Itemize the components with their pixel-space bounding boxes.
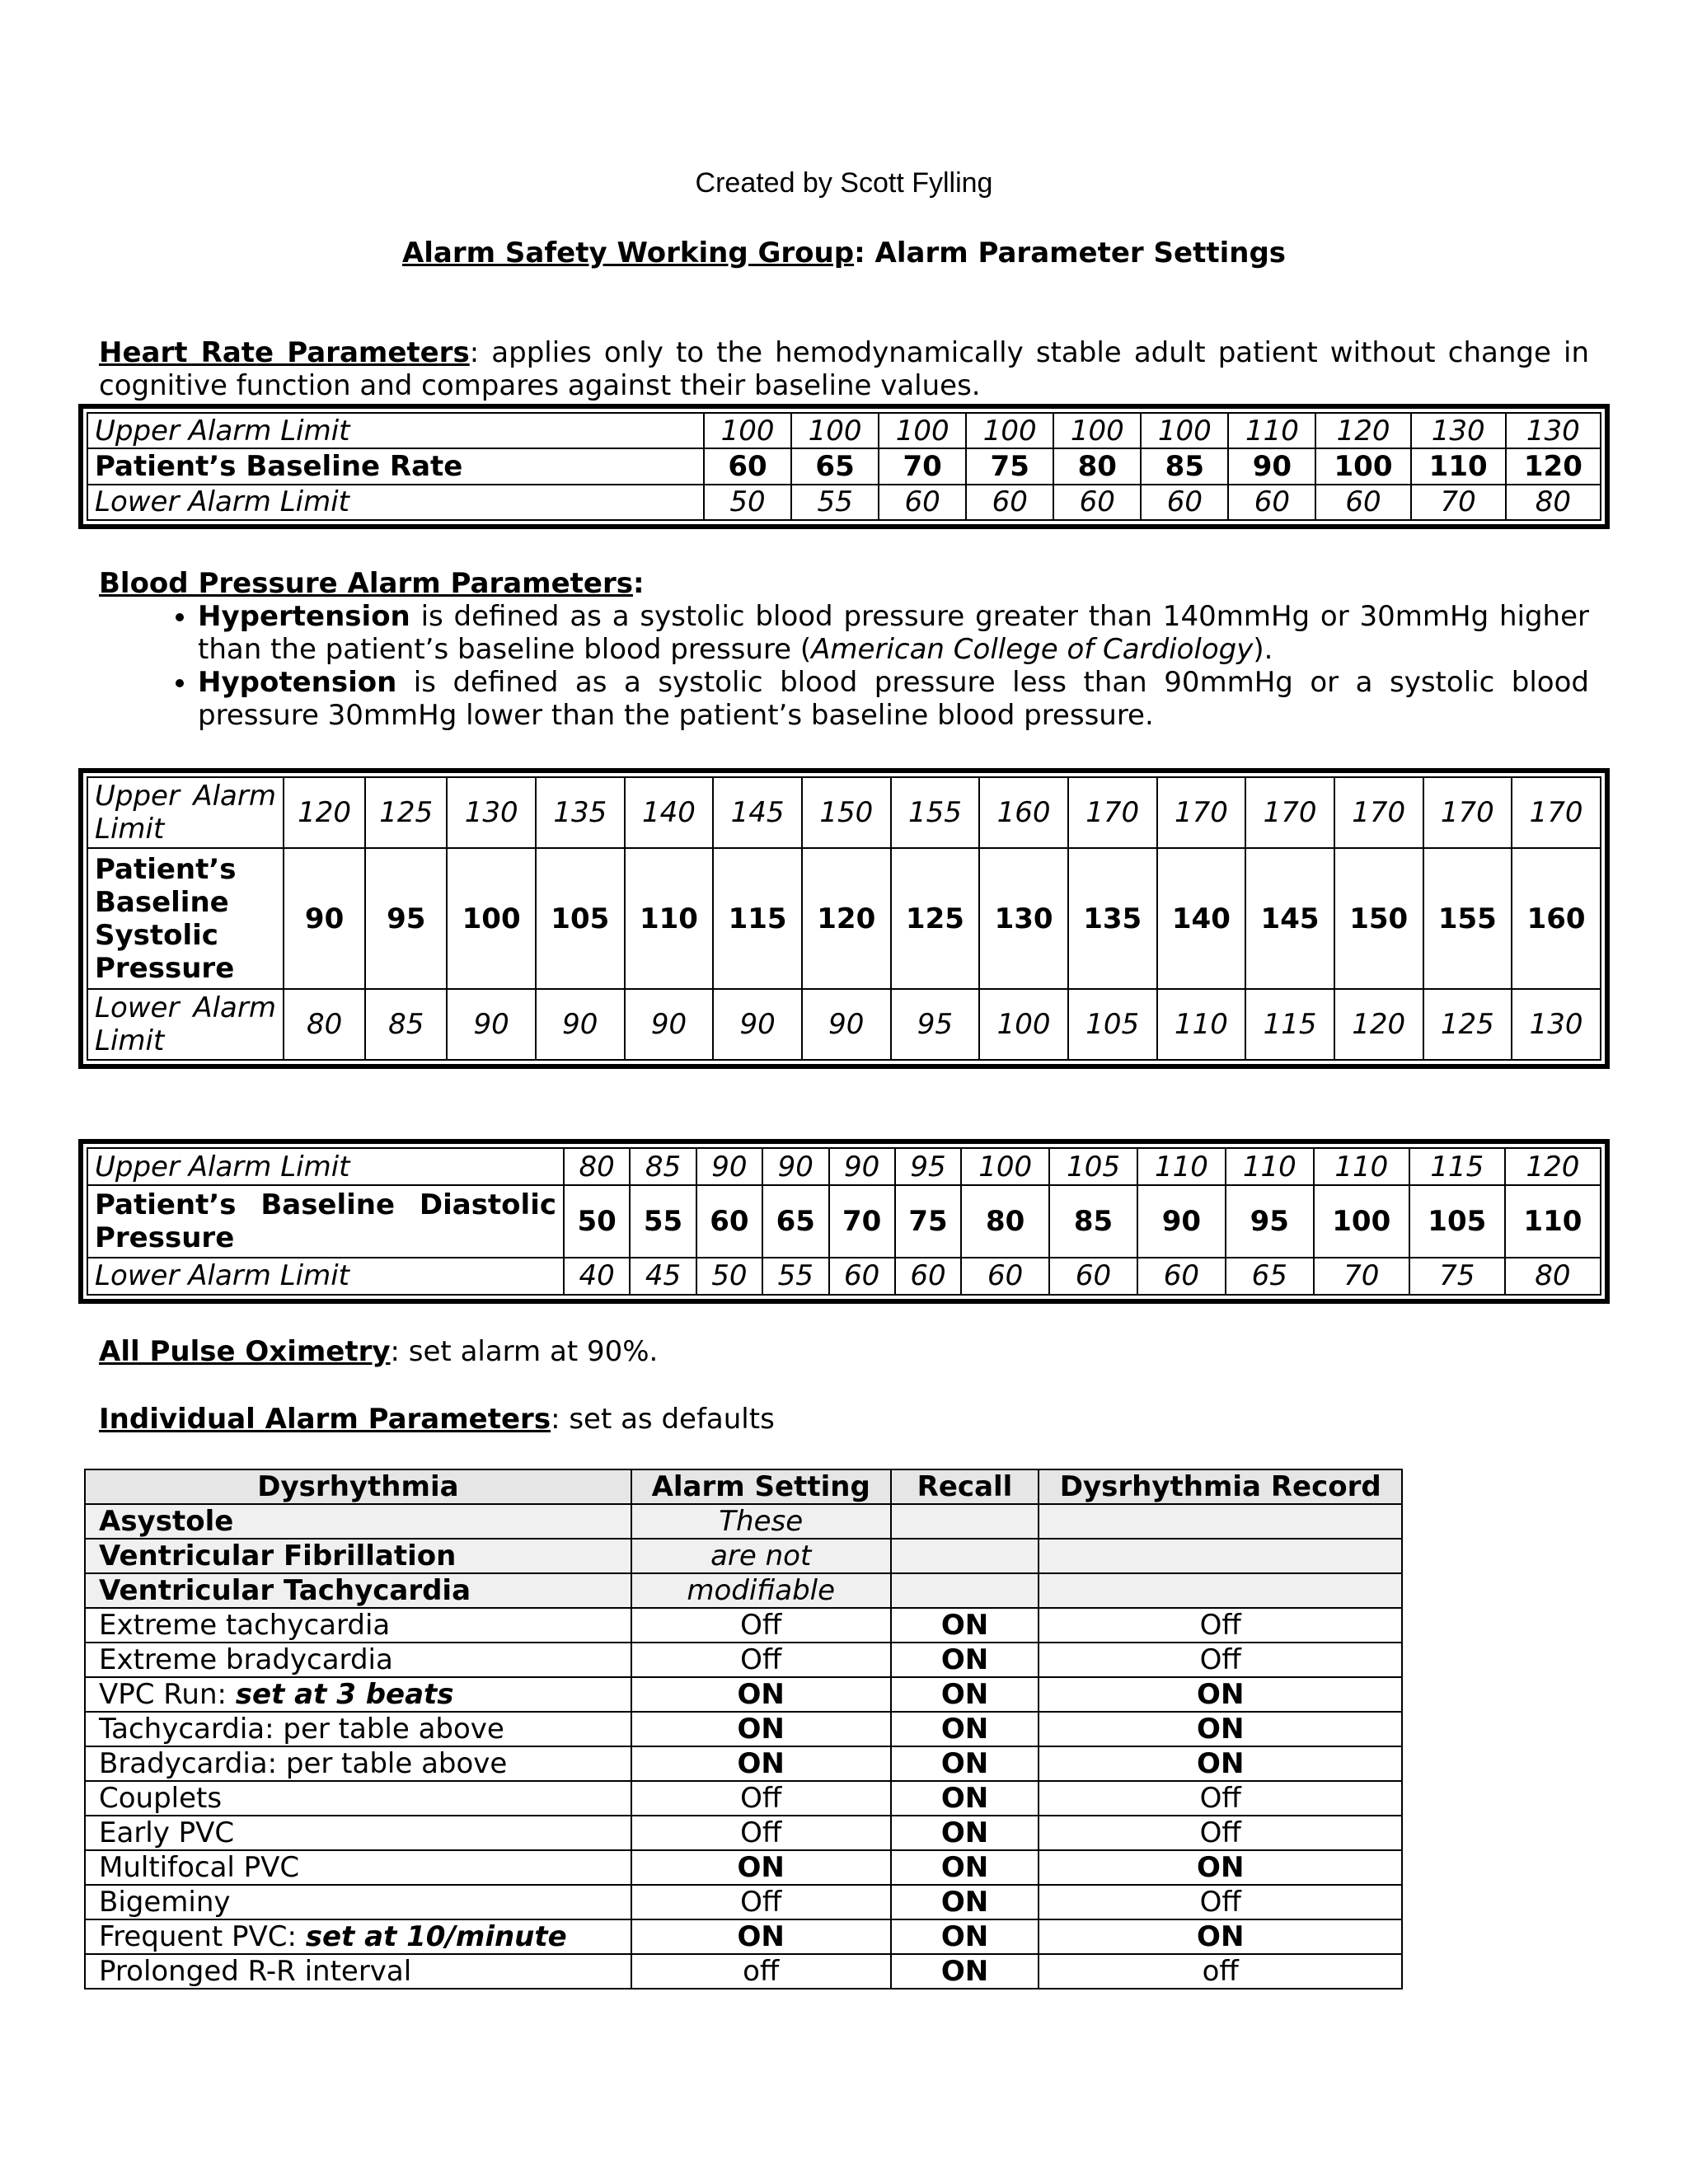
lower-limit-row: [87, 485, 1601, 520]
table-row: [85, 1539, 1402, 1573]
hypertension-end: ).: [1253, 633, 1273, 666]
upper-limit-row: [87, 777, 1601, 848]
recall: [891, 1539, 1039, 1573]
hypertension-definition: [198, 600, 1589, 666]
table-cell: 60: [829, 1258, 895, 1295]
dysrhythmia-name: [85, 1539, 631, 1573]
table-cell: 100: [704, 413, 791, 448]
dysrhythmia-record: Off: [1039, 1608, 1402, 1643]
column-header: Dysrhythmia: [85, 1469, 631, 1504]
table-cell: 110: [1411, 448, 1506, 484]
table-cell: 105: [536, 848, 625, 990]
bp-definitions: [99, 600, 1589, 732]
individual-paragraph: [99, 1403, 1589, 1436]
table-row: [85, 1781, 1402, 1816]
lower-limit-row: [87, 1258, 1601, 1295]
table-cell: 145: [713, 777, 802, 848]
baseline-row: [87, 448, 1601, 484]
table-cell: 65: [762, 1185, 828, 1258]
table-cell: 120: [802, 848, 891, 990]
table-cell: 75: [966, 448, 1053, 484]
table-row: [85, 1712, 1402, 1746]
pulse-ox-text: : set alarm at 90%.: [390, 1335, 659, 1368]
table-cell: 100: [961, 1148, 1049, 1185]
blood-pressure-section: [99, 567, 1589, 732]
dysrhythmia-note: set at 3 beats: [235, 1678, 454, 1711]
table-cell: 60: [704, 448, 791, 484]
acc-citation: American College of Cardiology: [811, 633, 1254, 666]
table-cell: 105: [1049, 1148, 1137, 1185]
alarm-setting: are not: [631, 1539, 891, 1573]
table-cell: 120: [1505, 1148, 1601, 1185]
table-cell: 85: [630, 1148, 696, 1185]
alarm-setting: These: [631, 1504, 891, 1539]
table-cell: 60: [1137, 1258, 1226, 1295]
table-cell: 90: [447, 989, 536, 1060]
dysrhythmia-name: [85, 1712, 631, 1746]
table-cell: 135: [1068, 848, 1157, 990]
table-row: [85, 1885, 1402, 1919]
table-cell: 90: [829, 1148, 895, 1185]
table-cell: 70: [879, 448, 966, 484]
table-cell: 90: [284, 848, 365, 990]
recall: ON: [891, 1677, 1039, 1712]
table-row: [85, 1504, 1402, 1539]
table-cell: 110: [1157, 989, 1246, 1060]
row-label: Patient’s Baseline Diastolic Pressure: [87, 1185, 564, 1258]
table-cell: 50: [564, 1185, 630, 1258]
table-cell: 60: [1315, 485, 1410, 520]
table-cell: 150: [1334, 848, 1423, 990]
table-cell: 150: [802, 777, 891, 848]
table-cell: 110: [1228, 413, 1315, 448]
dysrhythmia-record: [1039, 1504, 1402, 1539]
dysrhythmia-record: ON: [1039, 1746, 1402, 1781]
table-cell: 75: [1409, 1258, 1505, 1295]
table-cell: 110: [1314, 1148, 1409, 1185]
dysrhythmia-record: [1039, 1573, 1402, 1608]
table-cell: 100: [1314, 1185, 1409, 1258]
table-row: [85, 1608, 1402, 1643]
alarm-setting: modifiable: [631, 1573, 891, 1608]
table-cell: 95: [1226, 1185, 1314, 1258]
alarm-setting: ON: [631, 1677, 891, 1712]
table-cell: 120: [1315, 413, 1410, 448]
title-group: Alarm Safety Working Group: [401, 237, 855, 269]
row-label: Upper Alarm Limit: [87, 777, 284, 848]
dysrhythmia-name: [85, 1573, 631, 1608]
dysrhythmia-record: Off: [1039, 1643, 1402, 1677]
alarm-setting: Off: [631, 1608, 891, 1643]
table-cell: 140: [1157, 848, 1246, 990]
dysrhythmia-note: set at 10/minute: [305, 1920, 567, 1953]
alarm-setting: ON: [631, 1712, 891, 1746]
column-header: Dysrhythmia Record: [1039, 1469, 1402, 1504]
row-label: Patient’s Baseline Systolic Pressure: [87, 848, 284, 990]
dysrhythmia-name: [85, 1504, 631, 1539]
table-cell: 120: [284, 777, 365, 848]
alarm-setting: Off: [631, 1816, 891, 1850]
table-cell: 170: [1334, 777, 1423, 848]
table-cell: 170: [1512, 777, 1601, 848]
baseline-row: [87, 1185, 1601, 1258]
dysrhythmia-record: ON: [1039, 1712, 1402, 1746]
table-cell: 90: [802, 989, 891, 1060]
table-row: [85, 1954, 1402, 1989]
table-cell: 55: [630, 1185, 696, 1258]
table-cell: 80: [1505, 1258, 1601, 1295]
hypotension-text: is defined as a systolic blood pressure less than 90mmHg or a systolic blood pressure 30mmHg lower than the patient’s baseline blood pressure.: [198, 666, 1589, 732]
dysrhythmia-label: Ventricular Fibrillation: [99, 1540, 457, 1572]
hypotension-term: Hypotension: [198, 666, 397, 699]
table-cell: 160: [979, 777, 1068, 848]
table-cell: 170: [1068, 777, 1157, 848]
table-cell: 130: [1512, 989, 1601, 1060]
dysrhythmia-record: ON: [1039, 1850, 1402, 1885]
upper-limit-row: [87, 1148, 1601, 1185]
table-row: [85, 1746, 1402, 1781]
table-cell: 40: [564, 1258, 630, 1295]
heart-rate-table: [78, 404, 1610, 529]
table-cell: 90: [713, 989, 802, 1060]
recall: [891, 1573, 1039, 1608]
table-cell: 130: [979, 848, 1068, 990]
table-cell: 100: [1053, 413, 1141, 448]
table-cell: 130: [1506, 413, 1601, 448]
bp-heading: Blood Pressure Alarm Parameters: [99, 567, 633, 600]
bp-heading-colon: :: [632, 567, 645, 600]
dysrhythmia-record: Off: [1039, 1885, 1402, 1919]
recall: ON: [891, 1816, 1039, 1850]
table-cell: 80: [284, 989, 365, 1060]
table-cell: 100: [979, 989, 1068, 1060]
table-cell: 135: [536, 777, 625, 848]
table-cell: 160: [1512, 848, 1601, 990]
row-label: Lower Alarm Limit: [87, 485, 704, 520]
table-row: [85, 1643, 1402, 1677]
table-cell: 90: [696, 1148, 762, 1185]
table-cell: 70: [1411, 485, 1506, 520]
dysrhythmia-record: ON: [1039, 1919, 1402, 1954]
table-cell: 170: [1245, 777, 1334, 848]
table-cell: 75: [895, 1185, 961, 1258]
hypotension-definition: [198, 666, 1589, 732]
table-cell: 70: [1314, 1258, 1409, 1295]
table-row: [85, 1816, 1402, 1850]
dysrhythmia-label: Asystole: [99, 1505, 234, 1538]
alarm-setting: ON: [631, 1746, 891, 1781]
diastolic-table: [78, 1139, 1610, 1304]
table-cell: 85: [1049, 1185, 1137, 1258]
alarm-setting: ON: [631, 1919, 891, 1954]
table-cell: 110: [1137, 1148, 1226, 1185]
table-cell: 45: [630, 1258, 696, 1295]
table-cell: 80: [1506, 485, 1601, 520]
table-cell: 105: [1409, 1185, 1505, 1258]
table-cell: 155: [1423, 848, 1512, 990]
table-cell: 105: [1068, 989, 1157, 1060]
recall: ON: [891, 1608, 1039, 1643]
table-cell: 60: [961, 1258, 1049, 1295]
heart-rate-heading: Heart Rate Parameters: [99, 336, 470, 369]
table-cell: 140: [625, 777, 714, 848]
table-cell: 125: [1423, 989, 1512, 1060]
table-cell: 55: [791, 485, 879, 520]
dysrhythmia-name: [85, 1746, 631, 1781]
alarm-setting: Off: [631, 1781, 891, 1816]
table-cell: 90: [1228, 448, 1315, 484]
row-label: Upper Alarm Limit: [87, 1148, 564, 1185]
created-by: Created by Scott Fylling: [695, 167, 993, 199]
table-cell: 100: [447, 848, 536, 990]
table-cell: 170: [1157, 777, 1246, 848]
recall: ON: [891, 1885, 1039, 1919]
header-row: [85, 1469, 1402, 1504]
recall: ON: [891, 1919, 1039, 1954]
table-cell: 130: [447, 777, 536, 848]
table-cell: 95: [365, 848, 447, 990]
recall: ON: [891, 1712, 1039, 1746]
lower-limit-row: [87, 989, 1601, 1060]
table-cell: 80: [961, 1185, 1049, 1258]
table-row: [85, 1677, 1402, 1712]
table-cell: 60: [879, 485, 966, 520]
recall: ON: [891, 1643, 1039, 1677]
dysrhythmia-record: [1039, 1539, 1402, 1573]
individual-heading: Individual Alarm Parameters: [99, 1403, 551, 1436]
table-row: [85, 1919, 1402, 1954]
dysrhythmia-label: Extreme bradycardia: [99, 1643, 393, 1676]
table-cell: 115: [713, 848, 802, 990]
table-cell: 65: [791, 448, 879, 484]
table-cell: 170: [1423, 777, 1512, 848]
dysrhythmia-label: Frequent PVC:: [99, 1920, 306, 1953]
table-cell: 95: [895, 1148, 961, 1185]
table-cell: 100: [1141, 413, 1228, 448]
pulse-ox-paragraph: [99, 1335, 1589, 1368]
table-cell: 60: [696, 1185, 762, 1258]
table-cell: 100: [1315, 448, 1410, 484]
dysrhythmia-label: Tachycardia: per table above: [99, 1713, 504, 1746]
systolic-table: [78, 768, 1610, 1069]
individual-alarm-table: [84, 1469, 1403, 1990]
table-cell: 100: [966, 413, 1053, 448]
dysrhythmia-name: [85, 1850, 631, 1885]
recall: ON: [891, 1850, 1039, 1885]
table-cell: 90: [625, 989, 714, 1060]
table-cell: 50: [696, 1258, 762, 1295]
table-cell: 60: [1049, 1258, 1137, 1295]
pulse-ox-heading: All Pulse Oximetry: [99, 1335, 391, 1368]
column-header: Alarm Setting: [631, 1469, 891, 1504]
dysrhythmia-label: Couplets: [99, 1782, 223, 1815]
table-cell: 65: [1226, 1258, 1314, 1295]
table-cell: 115: [1245, 989, 1334, 1060]
dysrhythmia-record: Off: [1039, 1781, 1402, 1816]
table-cell: 60: [1141, 485, 1228, 520]
dysrhythmia-name: [85, 1885, 631, 1919]
table-cell: 110: [1505, 1185, 1601, 1258]
table-cell: 85: [365, 989, 447, 1060]
table-cell: 110: [625, 848, 714, 990]
page-title: [99, 237, 1589, 269]
dysrhythmia-name: [85, 1608, 631, 1643]
dysrhythmia-name: [85, 1781, 631, 1816]
table-cell: 95: [891, 989, 980, 1060]
row-label: Lower Alarm Limit: [87, 1258, 564, 1295]
table-cell: 100: [879, 413, 966, 448]
table-cell: 130: [1411, 413, 1506, 448]
table-cell: 60: [966, 485, 1053, 520]
table-cell: 115: [1409, 1148, 1505, 1185]
table-cell: 125: [891, 848, 980, 990]
table-cell: 155: [891, 777, 980, 848]
table-cell: 85: [1141, 448, 1228, 484]
table-cell: 120: [1334, 989, 1423, 1060]
table-cell: 100: [791, 413, 879, 448]
column-header: Recall: [891, 1469, 1039, 1504]
row-label: Patient’s Baseline Rate: [87, 448, 704, 484]
individual-text: : set as defaults: [551, 1403, 775, 1436]
alarm-setting: off: [631, 1954, 891, 1989]
dysrhythmia-label: Prolonged R-R interval: [99, 1955, 412, 1988]
recall: [891, 1504, 1039, 1539]
dysrhythmia-label: Ventricular Tachycardia: [99, 1574, 471, 1607]
heart-rate-paragraph: [99, 336, 1589, 402]
table-row: [85, 1850, 1402, 1885]
hypertension-text: is defined as a systolic blood pressure greater than 140mmHg or 30mmHg higher than the patient’s baseline blood pressure (: [198, 600, 1589, 666]
dysrhythmia-record: ON: [1039, 1677, 1402, 1712]
alarm-setting: Off: [631, 1885, 891, 1919]
alarm-setting: ON: [631, 1850, 891, 1885]
table-cell: 145: [1245, 848, 1334, 990]
dysrhythmia-name: [85, 1954, 631, 1989]
table-cell: 125: [365, 777, 447, 848]
recall: ON: [891, 1954, 1039, 1989]
dysrhythmia-name: [85, 1919, 631, 1954]
table-cell: 120: [1506, 448, 1601, 484]
table-row: [85, 1573, 1402, 1608]
heart-rate-text: : applies only to the hemodynamically stable adult patient without change in cognitive function and compares against their baseline values.: [99, 336, 1589, 402]
row-label: Lower Alarm Limit: [87, 989, 284, 1060]
row-label: Upper Alarm Limit: [87, 413, 704, 448]
dysrhythmia-label: Multifocal PVC: [99, 1851, 300, 1884]
recall: ON: [891, 1746, 1039, 1781]
table-cell: 80: [1053, 448, 1141, 484]
baseline-row: [87, 848, 1601, 990]
dysrhythmia-name: [85, 1643, 631, 1677]
dysrhythmia-record: Off: [1039, 1816, 1402, 1850]
table-cell: 60: [1053, 485, 1141, 520]
dysrhythmia-label: Bradycardia: per table above: [99, 1747, 508, 1780]
title-rest: : Alarm Parameter Settings: [854, 237, 1287, 269]
alarm-setting: Off: [631, 1643, 891, 1677]
dysrhythmia-label: Early PVC: [99, 1816, 235, 1849]
table-cell: 50: [704, 485, 791, 520]
table-cell: 60: [1228, 485, 1315, 520]
dysrhythmia-name: [85, 1816, 631, 1850]
dysrhythmia-label: Extreme tachycardia: [99, 1609, 391, 1642]
upper-limit-row: [87, 413, 1601, 448]
table-cell: 55: [762, 1258, 828, 1295]
dysrhythmia-label: Bigeminy: [99, 1886, 231, 1919]
table-cell: 60: [895, 1258, 961, 1295]
dysrhythmia-label: VPC Run:: [99, 1678, 236, 1711]
table-cell: 90: [1137, 1185, 1226, 1258]
dysrhythmia-name: [85, 1677, 631, 1712]
dysrhythmia-record: off: [1039, 1954, 1402, 1989]
table-cell: 90: [762, 1148, 828, 1185]
table-cell: 80: [564, 1148, 630, 1185]
table-cell: 70: [829, 1185, 895, 1258]
table-cell: 90: [536, 989, 625, 1060]
hypertension-term: Hypertension: [198, 600, 410, 633]
recall: ON: [891, 1781, 1039, 1816]
table-cell: 110: [1226, 1148, 1314, 1185]
